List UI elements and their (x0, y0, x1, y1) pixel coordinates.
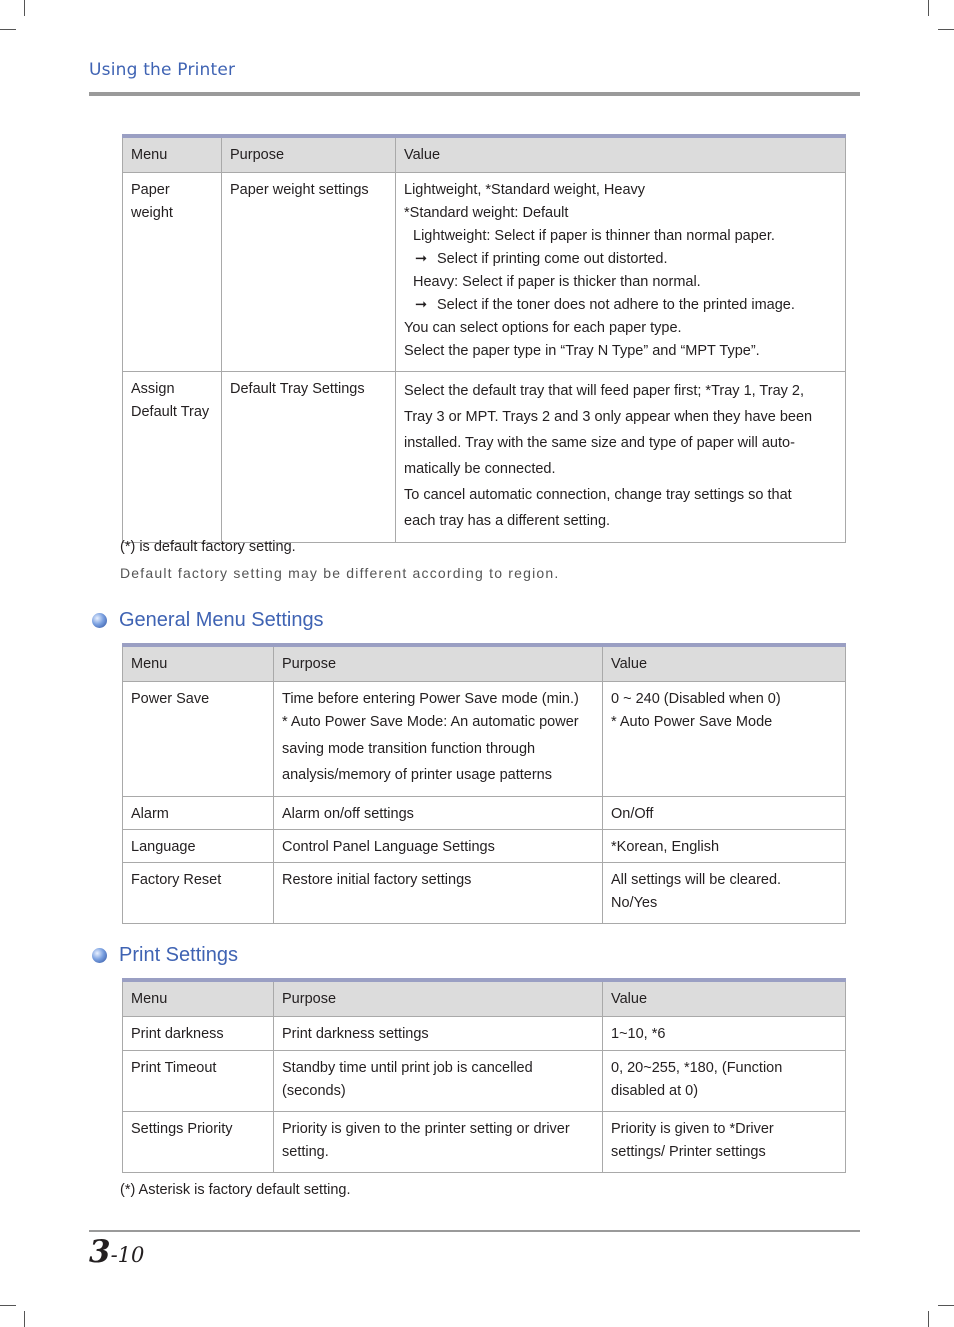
purpose-cell: Alarm on/off settings (274, 797, 603, 830)
value-cell: All settings will be cleared. No/Yes (603, 863, 846, 924)
arrow-right-icon: ➞ (415, 251, 428, 267)
purpose-cell: Priority is given to the printer setting or driver setting. (274, 1112, 603, 1173)
crop-mark (24, 1311, 25, 1327)
purpose-cell: Standby time until print job is cancelled (seconds) (274, 1051, 603, 1112)
purpose-cell: Default Tray Settings (222, 372, 396, 543)
menu-cell: Settings Priority (123, 1112, 274, 1173)
purpose-cell: Print darkness settings (274, 1017, 603, 1051)
menu-cell: Assign Default Tray (123, 372, 222, 543)
table-row (123, 682, 846, 797)
general-settings-table (122, 643, 846, 924)
menu-cell: Print darkness (123, 1017, 274, 1051)
crop-mark (24, 0, 25, 16)
table-row (123, 1112, 846, 1173)
running-header: Using the Printer (89, 60, 236, 80)
table-row (123, 797, 846, 830)
crop-mark (928, 1311, 929, 1327)
purpose-cell: Time before entering Power Save mode (min.) * Auto Power Save Mode: An automatic power saving mode transition function through analysis/memory of printer usage patterns (274, 682, 603, 797)
value-cell: *Korean, English (603, 830, 846, 863)
crop-mark (938, 1305, 954, 1306)
table-row (123, 173, 846, 372)
menu-cell: Language (123, 830, 274, 863)
section-heading-general: General Menu Settings (92, 607, 324, 633)
value-cell: Priority is given to *Driver settings/ Printer settings (603, 1112, 846, 1173)
table-row (123, 863, 846, 924)
purpose-cell: Paper weight settings (222, 173, 396, 372)
region-note: Default factory setting may be different according to region. (120, 565, 560, 581)
column-header: Purpose (222, 136, 396, 173)
menu-cell: Factory Reset (123, 863, 274, 924)
crop-mark (938, 29, 954, 30)
column-header: Purpose (274, 980, 603, 1017)
menu-cell: Power Save (123, 682, 274, 797)
page-number: 3-10 (89, 1234, 145, 1270)
crop-mark (0, 29, 16, 30)
menu-cell: Alarm (123, 797, 274, 830)
table-row (123, 830, 846, 863)
column-header: Purpose (274, 645, 603, 682)
arrow-right-icon: ➞ (415, 297, 428, 313)
column-header: Menu (123, 645, 274, 682)
bullet-icon (92, 613, 107, 628)
table-header-row (123, 136, 846, 173)
table-row (123, 1017, 846, 1051)
column-header: Value (603, 980, 846, 1017)
value-cell: On/Off (603, 797, 846, 830)
value-cell: Select the default tray that will feed paper first; *Tray 1, Tray 2, Tray 3 or MPT. Trays 2 and 3 only appear when they have been installed. Tray with the same size and type of paper will auto- matically be connected. To cancel automatic connection, change tray settings so that each tray has a different setting. (396, 372, 846, 543)
value-cell: Lightweight, *Standard weight, Heavy *Standard weight: Default Lightweight: Select if paper is thinner than normal paper. ➞ Select if printing come out distorted. Heavy: Select if paper is thicker than normal. ➞ Select if the toner does not adhere to the printed image. You can select options for each paper type. Select the paper type in “Tray N Type” and “MPT Type”. (396, 173, 846, 372)
footer-rule (89, 1230, 860, 1232)
column-header: Value (396, 136, 846, 173)
column-header: Value (603, 645, 846, 682)
purpose-cell: Control Panel Language Settings (274, 830, 603, 863)
paper-settings-table (122, 134, 846, 543)
section-heading-print: Print Settings (92, 942, 238, 968)
table-header-row (123, 645, 846, 682)
table-header-row (123, 980, 846, 1017)
value-cell: 1~10, *6 (603, 1017, 846, 1051)
purpose-cell: Restore initial factory settings (274, 863, 603, 924)
crop-mark (928, 0, 929, 16)
menu-cell: Print Timeout (123, 1051, 274, 1112)
table-row (123, 1051, 846, 1112)
column-header: Menu (123, 980, 274, 1017)
table-row (123, 372, 846, 543)
value-cell: 0, 20~255, *180, (Function disabled at 0) (603, 1051, 846, 1112)
print-settings-table (122, 978, 846, 1173)
column-header: Menu (123, 136, 222, 173)
asterisk-note: (*) Asterisk is factory default setting. (120, 1182, 351, 1198)
header-rule (89, 92, 860, 96)
menu-cell: Paper weight (123, 173, 222, 372)
bullet-icon (92, 948, 107, 963)
default-note: (*) is default factory setting. (120, 539, 296, 555)
value-cell: 0 ~ 240 (Disabled when 0) * Auto Power Save Mode (603, 682, 846, 797)
crop-mark (0, 1305, 16, 1306)
